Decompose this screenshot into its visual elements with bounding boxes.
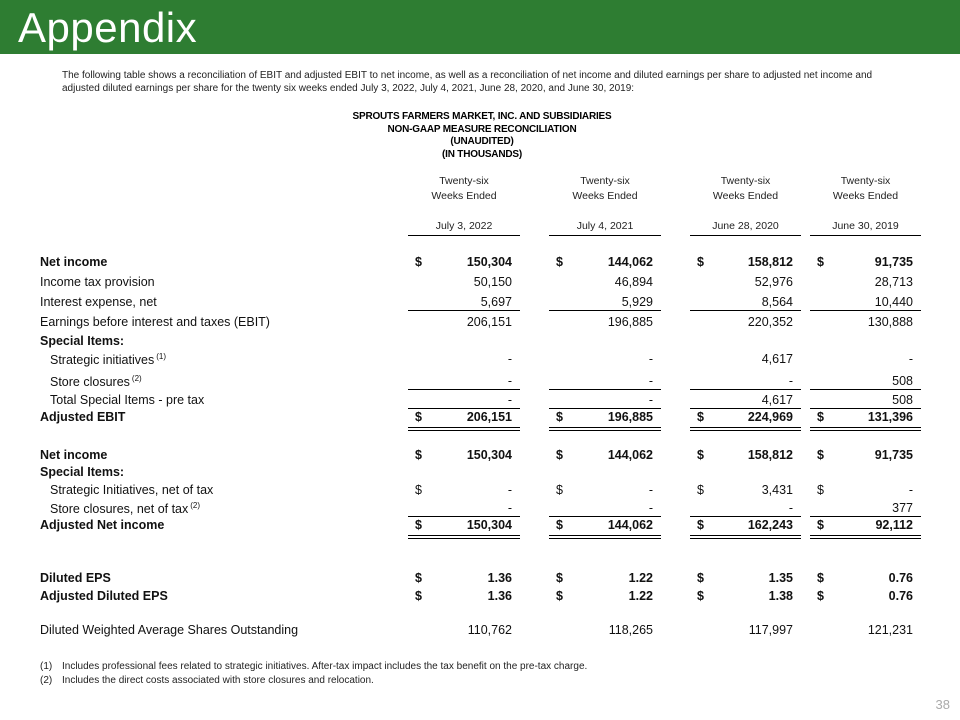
row-label-diluted-eps [40, 571, 111, 585]
table-cell: - [507, 374, 512, 388]
currency-symbol: $ [556, 255, 563, 269]
underline-rule [810, 389, 921, 390]
underline-rule [690, 310, 801, 311]
table-cell: 91,735 [874, 255, 913, 269]
table-cell: 206,151 [466, 315, 512, 329]
table-cell: 117,997 [748, 623, 793, 637]
underline-rule [690, 408, 801, 409]
table-cell: 196,885 [607, 315, 653, 329]
table-cell: 150,304 [466, 518, 512, 532]
row-label-text: Strategic Initiatives, net of tax [50, 483, 214, 497]
table-cell: 1.35 [768, 571, 793, 585]
table-cell: 144,062 [607, 448, 653, 462]
row-label-text: Adjusted Diluted EPS [40, 589, 168, 603]
row-label-text: Net income [40, 448, 108, 462]
footnote-mark: (2) [40, 675, 53, 686]
report-audit-status: (UNAUDITED) [450, 136, 514, 147]
table-cell: 121,231 [867, 623, 913, 637]
footnote-text: Includes professional fees related to strategic initiatives. After-tax impact includes the tax benefit on the pre-tax charge. [62, 661, 588, 672]
table-cell: 196,885 [607, 410, 653, 424]
currency-symbol: $ [817, 571, 824, 585]
table-cell: 508 [892, 374, 913, 388]
row-label-store-closures-net [50, 501, 200, 516]
intro-paragraph: The following table shows a reconciliation of EBIT and adjusted EBIT to net income, as well as a reconciliation of net income and diluted earnings per share to adjusted net income and adjusted diluted earnings per share for the twenty six weeks ended July 3, 2022, July 4, 2021, June 28, 2020, and June 30, 2019: [62, 70, 873, 94]
row-label-text: Special Items: [40, 465, 125, 479]
underline-rule [549, 535, 661, 539]
row-label-special-items-2 [40, 465, 124, 479]
footnote-text: Includes the direct costs associated with store closures and relocation. [62, 675, 374, 686]
currency-symbol: $ [697, 518, 704, 532]
row-label-text: Interest expense, net [40, 295, 157, 309]
row-label-text: Strategic initiatives [50, 353, 155, 367]
currency-symbol: $ [556, 589, 563, 603]
currency-symbol: $ [415, 518, 422, 532]
row-label-text: Income tax provision [40, 275, 155, 289]
underline-rule [408, 310, 520, 311]
underline-rule [810, 310, 921, 311]
row-label-shares [40, 623, 298, 637]
table-cell: - [788, 501, 793, 515]
row-label-text: Adjusted Net income [40, 518, 165, 532]
currency-symbol: $ [697, 448, 704, 462]
row-label-text: Earnings before interest and taxes (EBIT) [40, 315, 270, 329]
row-label-income-tax [40, 275, 155, 289]
row-label-adjusted-ebit [40, 410, 125, 424]
row-label-text: Net income [40, 255, 108, 269]
title-bar [0, 0, 960, 54]
row-label-text: Adjusted EBIT [40, 410, 126, 424]
column-heading-line2: Weeks Ended [832, 190, 899, 202]
table-cell: 5,697 [480, 295, 512, 309]
table-cell: - [507, 501, 512, 515]
table-cell: 28,713 [874, 275, 913, 289]
table-cell: 92,112 [875, 518, 913, 532]
footnote-mark: (1) [40, 661, 53, 672]
table-cell: - [648, 501, 653, 515]
report-title: NON-GAAP MEASURE RECONCILIATION [387, 123, 577, 135]
underline-rule [549, 389, 661, 390]
table-cell: 224,969 [747, 410, 793, 424]
currency-symbol: $ [556, 410, 563, 424]
row-label-text: Store closures, net of tax [50, 502, 189, 516]
table-cell: 0.76 [888, 571, 913, 585]
table-cell: - [908, 352, 913, 366]
underline-rule [690, 427, 801, 431]
currency-symbol: $ [415, 410, 422, 424]
table-cell: 110,762 [467, 623, 512, 637]
column-heading-line2: Weeks Ended [572, 190, 638, 202]
underline-rule [408, 516, 520, 517]
row-label-text: Special Items: [40, 334, 125, 348]
table-cell: 10,440 [874, 295, 913, 309]
column-heading-line1: Twenty-six [580, 175, 630, 187]
row-label-special-items [40, 334, 124, 348]
table-cell: 8,564 [761, 295, 793, 309]
column-date: July 3, 2022 [408, 220, 520, 236]
currency-symbol: $ [556, 483, 563, 497]
underline-rule [549, 427, 661, 431]
currency-symbol: $ [817, 448, 824, 462]
row-label-ebit [40, 315, 270, 329]
table-cell: 0.76 [888, 589, 913, 603]
currency-symbol: $ [697, 571, 704, 585]
currency-symbol: $ [556, 448, 563, 462]
row-label-strategic-net [50, 483, 213, 497]
footnote-1 [40, 661, 587, 672]
row-label-text: Diluted EPS [40, 571, 111, 585]
underline-rule [690, 389, 801, 390]
table-cell: 150,304 [466, 448, 512, 462]
underline-rule [408, 389, 520, 390]
page-number: 38 [935, 697, 950, 712]
currency-symbol: $ [697, 410, 704, 424]
table-cell: - [908, 483, 913, 497]
currency-symbol: $ [415, 589, 422, 603]
currency-symbol: $ [556, 518, 563, 532]
currency-symbol: $ [415, 483, 422, 497]
row-label-total-special [50, 393, 204, 407]
table-cell: 162,243 [747, 518, 793, 532]
table-cell: - [648, 483, 653, 497]
row-label-adjusted-net-income [40, 518, 164, 532]
currency-symbol: $ [556, 571, 563, 585]
report-company: SPROUTS FARMERS MARKET, INC. AND SUBSIDIARIES [352, 111, 612, 122]
table-cell: 46,894 [614, 275, 653, 289]
table-cell: 377 [892, 501, 913, 515]
underline-rule [810, 535, 921, 539]
footnote-reference: (2) [190, 501, 201, 510]
column-date: June 30, 2019 [810, 220, 921, 236]
currency-symbol: $ [697, 255, 704, 269]
column-date: June 28, 2020 [690, 220, 801, 236]
underline-rule [549, 408, 661, 409]
table-cell: 91,735 [874, 448, 913, 462]
underline-rule [549, 310, 661, 311]
currency-symbol: $ [817, 518, 824, 532]
table-cell: 150,304 [466, 255, 512, 269]
table-cell: 1.36 [487, 589, 512, 603]
currency-symbol: $ [415, 571, 422, 585]
column-date: July 4, 2021 [549, 220, 661, 236]
underline-rule [549, 516, 661, 517]
column-heading-line2: Weeks Ended [712, 190, 779, 202]
currency-symbol: $ [415, 255, 422, 269]
table-cell: 1.22 [628, 571, 653, 585]
table-cell: 508 [892, 393, 913, 407]
row-label-net-income-2 [40, 448, 107, 462]
table-cell: 4,617 [761, 352, 793, 366]
table-cell: 1.36 [487, 571, 512, 585]
currency-symbol: $ [817, 483, 824, 497]
underline-rule [810, 427, 921, 431]
currency-symbol: $ [817, 589, 824, 603]
table-cell: 5,929 [621, 295, 653, 309]
table-cell: - [507, 352, 512, 366]
table-cell: 158,812 [747, 255, 793, 269]
footnote-2 [40, 675, 374, 686]
row-label-strategic [50, 352, 166, 367]
column-heading-line1: Twenty-six [439, 175, 489, 187]
table-cell: - [507, 483, 512, 497]
table-cell: 3,431 [761, 483, 793, 497]
table-cell: - [648, 393, 653, 407]
underline-rule [810, 408, 921, 409]
underline-rule [690, 535, 801, 539]
table-cell: - [507, 393, 512, 407]
currency-symbol: $ [415, 448, 422, 462]
row-label-adjusted-diluted-eps [40, 589, 168, 603]
table-cell: - [788, 374, 793, 388]
table-cell: 118,265 [608, 623, 653, 637]
currency-symbol: $ [697, 483, 704, 497]
table-cell: 1.38 [768, 589, 793, 603]
column-heading-line1: Twenty-six [720, 175, 771, 187]
row-label-text: Total Special Items - pre tax [50, 393, 205, 407]
table-cell: 130,888 [867, 315, 913, 329]
underline-rule [690, 516, 801, 517]
column-heading-line2: Weeks Ended [431, 190, 497, 202]
table-cell: 158,812 [747, 448, 793, 462]
row-label-interest [40, 295, 157, 309]
row-label-store-closures [50, 374, 142, 389]
footnote-reference: (2) [131, 374, 142, 383]
row-label-text: Diluted Weighted Average Shares Outstanding [40, 623, 299, 637]
underline-rule [408, 427, 520, 431]
table-cell: 220,352 [747, 315, 793, 329]
table-cell: 144,062 [607, 255, 653, 269]
table-cell: 52,976 [754, 275, 793, 289]
table-cell: 144,062 [607, 518, 653, 532]
table-cell: 4,617 [761, 393, 793, 407]
table-cell: - [648, 374, 653, 388]
table-cell: 131,396 [867, 410, 913, 424]
row-label-net-income [40, 255, 107, 269]
table-cell: 1.22 [628, 589, 653, 603]
table-cell: 206,151 [466, 410, 512, 424]
table-cell: - [648, 352, 653, 366]
currency-symbol: $ [817, 255, 824, 269]
underline-rule [408, 535, 520, 539]
underline-rule [810, 516, 921, 517]
report-units: (IN THOUSANDS) [442, 148, 522, 160]
report-heading [0, 111, 960, 161]
page-title: Appendix [18, 4, 198, 51]
column-heading-line1: Twenty-six [840, 175, 891, 187]
row-label-text: Store closures [50, 375, 130, 389]
table-cell: 50,150 [473, 275, 512, 289]
currency-symbol: $ [697, 589, 704, 603]
currency-symbol: $ [817, 410, 824, 424]
underline-rule [408, 408, 520, 409]
footnote-reference: (1) [156, 352, 166, 361]
